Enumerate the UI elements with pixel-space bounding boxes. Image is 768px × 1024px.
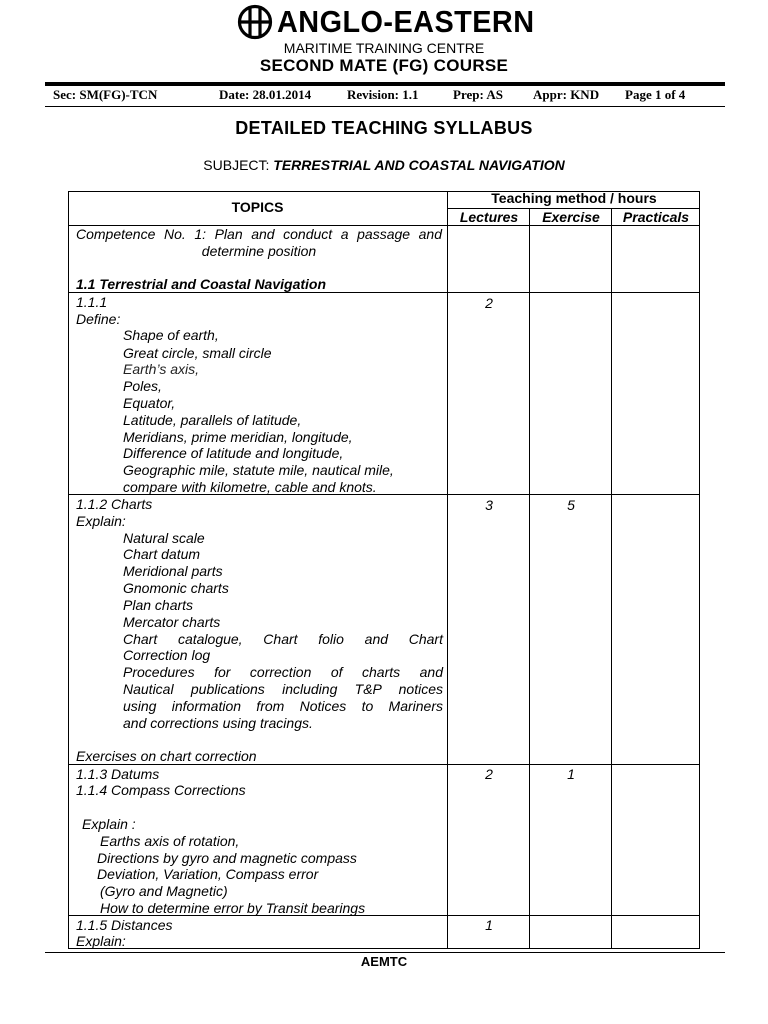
brand-logo bbox=[237, 4, 554, 40]
list-item: Natural scale bbox=[123, 530, 205, 546]
topic-intro: Explain: bbox=[76, 513, 126, 529]
list-item: Great circle, small circle bbox=[123, 345, 272, 361]
list-item: Plan charts bbox=[123, 597, 194, 613]
list-item: Procedures for correction of charts and bbox=[123, 664, 443, 680]
doc-page: Page 1 of 4 bbox=[625, 87, 686, 102]
column-header-exercise: Exercise bbox=[542, 209, 600, 225]
list-item: Equator, bbox=[123, 395, 176, 411]
subject-value: TERRESTRIAL AND COASTAL NAVIGATION bbox=[273, 157, 565, 173]
list-item: Meridians, prime meridian, longitude, bbox=[123, 429, 353, 445]
list-item: Shape of earth, bbox=[123, 327, 219, 343]
subject-line bbox=[0, 157, 768, 173]
footer-rule bbox=[45, 952, 725, 953]
section-heading: 1.1 Terrestrial and Coastal Navigation bbox=[76, 276, 327, 292]
doc-sec: Sec: SM(FG)-TCN bbox=[53, 87, 158, 102]
column-header-practicals: Practicals bbox=[622, 209, 690, 225]
list-item: Geographic mile, statute mile, nautical mile, bbox=[123, 462, 394, 478]
header-rule bbox=[45, 82, 725, 86]
brand-name: ANGLO-EASTERN bbox=[277, 4, 535, 39]
topic-intro: Define: bbox=[76, 311, 121, 327]
list-item: using information from Notices to Mariners bbox=[123, 698, 443, 714]
doc-date: Date: 28.01.2014 bbox=[219, 87, 312, 102]
doc-prep: Prep: AS bbox=[453, 87, 503, 102]
list-item: Directions by gyro and magnetic compass bbox=[97, 850, 357, 866]
topic-number: 1.1.5 Distances bbox=[76, 917, 173, 933]
list-item: (Gyro and Magnetic) bbox=[100, 883, 228, 899]
list-item: Nautical publications including T&P notices bbox=[123, 681, 443, 697]
list-item: Latitude, parallels of latitude, bbox=[123, 412, 302, 428]
list-item: How to determine error by Transit bearings bbox=[100, 900, 366, 916]
topic-intro: Explain: bbox=[76, 933, 126, 949]
column-header-lectures: Lectures bbox=[459, 209, 519, 225]
exercise-hours: 5 bbox=[567, 497, 575, 513]
training-centre-name: MARITIME TRAINING CENTRE bbox=[283, 40, 485, 56]
list-item: Chart datum bbox=[123, 546, 201, 562]
course-title: SECOND MATE (FG) COURSE bbox=[259, 56, 509, 75]
competence-text-cont: determine position bbox=[201, 243, 317, 259]
list-item: Mercator charts bbox=[123, 614, 221, 630]
doc-info-rule bbox=[45, 106, 725, 107]
list-item: Difference of latitude and longitude, bbox=[123, 445, 344, 461]
list-item: Meridional parts bbox=[123, 563, 223, 579]
exercise-note: Exercises on chart correction bbox=[76, 748, 257, 764]
topic-number: 1.1.1 bbox=[76, 294, 108, 310]
page-footer: AEMTC bbox=[360, 954, 408, 969]
column-header-topics: TOPICS bbox=[231, 199, 284, 215]
exercise-hours: 1 bbox=[567, 766, 575, 782]
list-item: compare with kilometre, cable and knots. bbox=[123, 479, 377, 495]
column-header-teaching-method: Teaching method / hours bbox=[491, 190, 657, 206]
lectures-hours: 2 bbox=[485, 295, 493, 311]
lectures-hours: 1 bbox=[485, 917, 493, 933]
topic-number: 1.1.3 Datums bbox=[76, 766, 160, 782]
anglo-eastern-logo-icon bbox=[237, 4, 273, 40]
lectures-hours: 2 bbox=[485, 766, 493, 782]
topic-number: 1.1.4 Compass Corrections bbox=[76, 782, 246, 798]
list-item: Poles, bbox=[123, 378, 162, 394]
list-item: Correction log bbox=[123, 647, 211, 663]
topic-number: 1.1.2 Charts bbox=[76, 496, 153, 512]
list-item: Deviation, Variation, Compass error bbox=[97, 866, 319, 882]
list-item: Chart catalogue, Chart folio and Chart bbox=[123, 631, 443, 647]
doc-revision: Revision: 1.1 bbox=[347, 87, 419, 102]
competence-text: Competence No. 1: Plan and conduct a passage and bbox=[76, 226, 442, 242]
subject-label: SUBJECT: bbox=[203, 157, 270, 173]
list-item: Earths axis of rotation, bbox=[100, 833, 240, 849]
list-item: and corrections using tracings. bbox=[123, 715, 313, 731]
doc-approver: Appr: KND bbox=[533, 87, 600, 102]
list-item: Earth’s axis, bbox=[123, 361, 199, 377]
list-item: Gnomonic charts bbox=[123, 580, 229, 596]
page-title: DETAILED TEACHING SYLLABUS bbox=[235, 118, 533, 138]
lectures-hours: 3 bbox=[485, 497, 493, 513]
topic-intro: Explain : bbox=[82, 816, 136, 832]
